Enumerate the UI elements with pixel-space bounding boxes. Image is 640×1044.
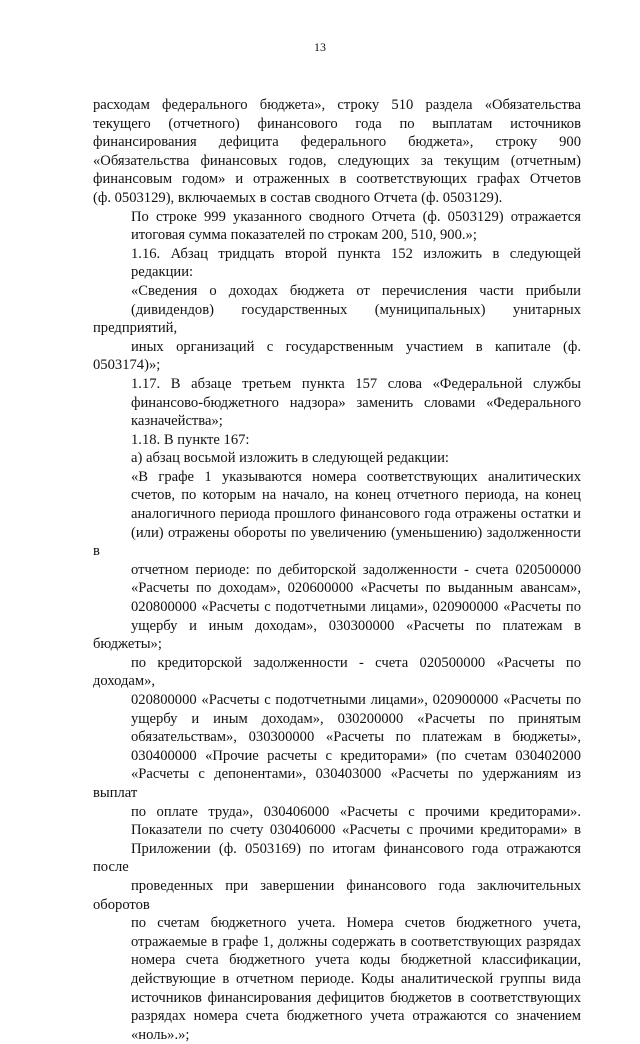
text-line: «Расчеты по доходам», 020600000 «Расчеты по выданным авансам», [131,580,581,597]
text-line: действующие в отчетном периоде. Коды аналитической группы вида [131,970,581,987]
text-line: 1.16. Абзац тридцать второй пункта 152 изложить в следующей [131,245,581,262]
text-line: 020800000 «Расчеты с подотчетными лицами», 020900000 «Расчеты по [131,599,581,616]
text-line: финансово-бюджетного надзора» заменить словами «Федерального [131,394,581,411]
document-body [93,96,581,1044]
text-line: (или) отражены обороты по увеличению (уменьшению) задолженности в [93,524,581,560]
text-line: а) абзац восьмой изложить в следующей редакции: [131,450,449,467]
text-line: (ф. 0503129), включаемых в состав сводного Отчета (ф. 0503129). [93,189,503,206]
text-line: расходам федерального бюджета», строку 510 раздела «Обязательства [93,97,581,113]
text-line: отчетном периоде: по дебиторской задолженности - счета 020500000 [131,561,581,578]
text-line: по счетам бюджетного учета. Номера счетов бюджетного учета, [131,915,581,932]
text-line: источников финансирования дефицитов бюджетов в соответствующих [131,989,581,1006]
text-line: «В графе 1 указываются номера соответствующих аналитических [131,468,581,485]
paragraph-p3 [93,245,581,282]
text-line: иных организаций с государственным участием в капитале (ф. 0503174)»; [93,338,581,374]
text-line: ущербу и иным доходам», 030300000 «Расчеты по платежам в бюджеты»; [93,617,581,653]
text-line: счетов, по которым на начало, на конец отчетного периода, на конец [131,487,581,504]
text-line: 1.18. В пункте 167: [131,431,250,448]
text-line: 030400000 «Прочие расчеты с кредиторами» (по счетам 030402000 [131,747,581,764]
paragraph-p2 [93,208,581,245]
text-line: итоговая сумма показателей по строкам 200, 510, 900.»; [131,227,477,244]
text-line: аналогичного периода прошлого финансового года отражены остатки и [131,506,581,523]
text-line: по кредиторской задолженности - счета 020500000 «Расчеты по доходам», [93,654,581,690]
text-line: проведенных при завершении финансового года заключительных оборотов [93,877,581,913]
paragraph-p6 [93,431,581,450]
text-line: казначейства»; [131,413,223,430]
text-line: Показатели по счету 030406000 «Расчеты с прочими кредиторами» в [131,822,581,839]
text-line: текущего (отчетного) финансового года по выплатам источников [93,115,581,132]
text-line: 1.17. В абзаце третьем пункта 157 слова «Федеральной службы [131,375,581,392]
paragraph-p4 [93,282,581,375]
text-line: финансирования дефицита федерального бюджета», строку 900 [93,134,581,151]
page-number: 13 [314,40,326,54]
text-line: «Расчеты с депонентами», 030403000 «Расчеты по удержаниям из выплат [93,766,581,801]
text-line: «Обязательства финансовых годов, следующих за текущим (отчетным) [93,152,581,169]
text-line: «ноль».»; [131,1026,190,1043]
text-line: (дивидендов) государственных (муниципальных) унитарных предприятий, [93,301,581,337]
text-line: 020800000 «Расчеты с подотчетными лицами», 020900000 «Расчеты по [131,692,581,708]
paragraph-p1 [93,96,581,208]
paragraph-p8 [93,468,581,1044]
text-line: разрядах номера счета бюджетного учета отражаются со значением [131,1008,581,1025]
text-line: По строке 999 указанного сводного Отчета (ф. 0503129) отражается [131,208,581,225]
text-line: редакции: [131,264,194,281]
text-line: финансовым годом» и отраженных в соответствующих графах Отчетов [93,171,581,188]
paragraph-p7 [93,449,581,468]
paragraph-p5 [93,375,581,431]
text-line: по оплате труда», 030406000 «Расчеты с прочими кредиторами». [131,803,581,820]
text-line: Приложении (ф. 0503169) по итогам финансового года отражаются после [93,840,581,876]
text-line: обязательствам», 030300000 «Расчеты по платежам в бюджеты», [131,729,581,746]
text-line: «Сведения о доходах бюджета от перечисления части прибыли [131,282,581,299]
text-line: отражаемые в графе 1, должны содержать в соответствующих разрядах [131,933,581,950]
text-line: ущербу и иным доходам», 030200000 «Расчеты по принятым [131,710,581,727]
text-line: номера счета бюджетного учета коды бюджетной классификации, [131,952,581,969]
